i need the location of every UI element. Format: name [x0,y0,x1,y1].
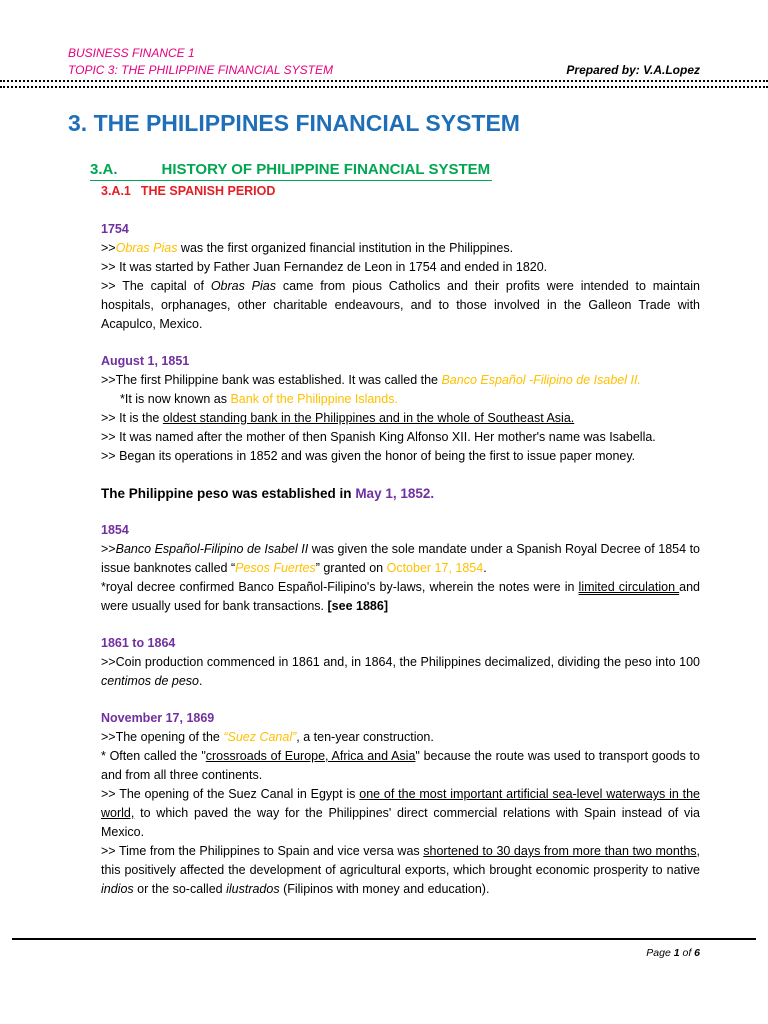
topic-name: TOPIC 3: THE PHILIPPINE FINANCIAL SYSTEM [68,63,333,77]
prepared-by: Prepared by: V.A.Lopez [566,63,700,77]
paragraph: >> The opening of the Suez Canal in Egypt is one of the most important artificial sea-level waterways in the world, to which paved the way for the Philippines' direct commercial relations with Spain instead of via Mexico. [101,787,700,839]
subsection-number: 3.A.1 [101,184,131,198]
highlight-bpi: Bank of the Philippine Islands. [230,392,398,406]
paragraph: >> It was started by Father Juan Fernandez de Leon in 1754 and ended in 1820. [101,260,548,274]
highlight-banco-espanol: Banco Español -Filipino de Isabel II. [441,373,641,387]
header-left [68,45,333,79]
paragraph: >>The opening of the “Suez Canal”, a ten-year construction. [101,730,434,744]
paragraph: *It is now known as Bank of the Philippine Islands. [120,392,398,406]
paragraph: >> Began its operations in 1852 and was given the honor of being the first to issue paper money. [101,449,636,463]
year-heading-1854: 1854 [101,523,129,537]
peso-date: May 1, 1852. [355,486,435,501]
highlight-date-1854: October 17, 1854 [386,561,484,575]
paragraph: >> It was named after the mother of then Spanish King Alfonso XII. Her mother's name was Isabella. [101,430,656,444]
section-number: 3.A. [90,161,118,178]
section-heading [90,160,492,181]
highlight-pesos-fuertes: Pesos Fuertes [235,561,316,575]
header-divider-top [0,80,768,82]
paragraph: >> The capital of Obras Pias came from pious Catholics and their profits were intended to maintain hospitals, orphanages, other charitable endeavours, and to those involved in the Galleon Trade with Acapulco, Mexico. [101,279,700,331]
page-title: 3. THE PHILIPPINES FINANCIAL SYSTEM [68,110,520,136]
paragraph: >>Obras Pias was the first organized financial institution in the Philippines. [101,241,514,255]
header-divider-bottom [0,86,768,88]
paragraph: >>Coin production commenced in 1861 and, in 1864, the Philippines decimalized, dividing the peso into 100 centimos de peso. [101,655,700,688]
subsection-heading [101,184,275,198]
page-number: Page 1 of 6 [646,947,700,959]
highlight-obras-pias: Obras Pias [115,241,178,255]
subsection-label: THE SPANISH PERIOD [140,184,276,198]
highlight-suez-canal: “Suez Canal” [223,730,297,744]
paragraph: *royal decree confirmed Banco Español-Filipino's by-laws, wherein the notes were in limited circulation and were usually used for bank transactions. [see 1886] [101,580,700,613]
paragraph: >> Time from the Philippines to Spain and vice versa was shortened to 30 days from more than two months, this positively affected the development of agricultural exports, which brought economic prosperity to native indios or the so-called ilustrados (Filipinos with money and education). [101,844,700,896]
course-name: BUSINESS FINANCE 1 [68,46,195,60]
paragraph: >>Banco Español-Filipino de Isabel II was given the sole mandate under a Spanish Royal Decree of 1854 to issue banknotes called “Pesos Fuertes” granted on October 17, 1854. [101,542,700,575]
paragraph: * Often called the "crossroads of Europe, Africa and Asia" because the route was used to transport goods to and from all three continents. [101,749,700,782]
year-heading-1851: August 1, 1851 [101,354,190,368]
paragraph: >>The first Philippine bank was established. It was called the Banco Español -Filipino de Isabel II. [101,373,641,387]
year-heading-1869: November 17, 1869 [101,711,215,725]
peso-statement: The Philippine peso was established in May 1, 1852. [101,486,435,501]
section-label: HISTORY OF PHILIPPINE FINANCIAL SYSTEM [161,161,491,178]
paragraph: >> It is the oldest standing bank in the Philippines and in the whole of Southeast Asia. [101,411,575,425]
year-heading-1754: 1754 [101,222,129,236]
year-heading-1861: 1861 to 1864 [101,636,176,650]
document-body [101,220,700,899]
footer-divider [12,938,756,940]
